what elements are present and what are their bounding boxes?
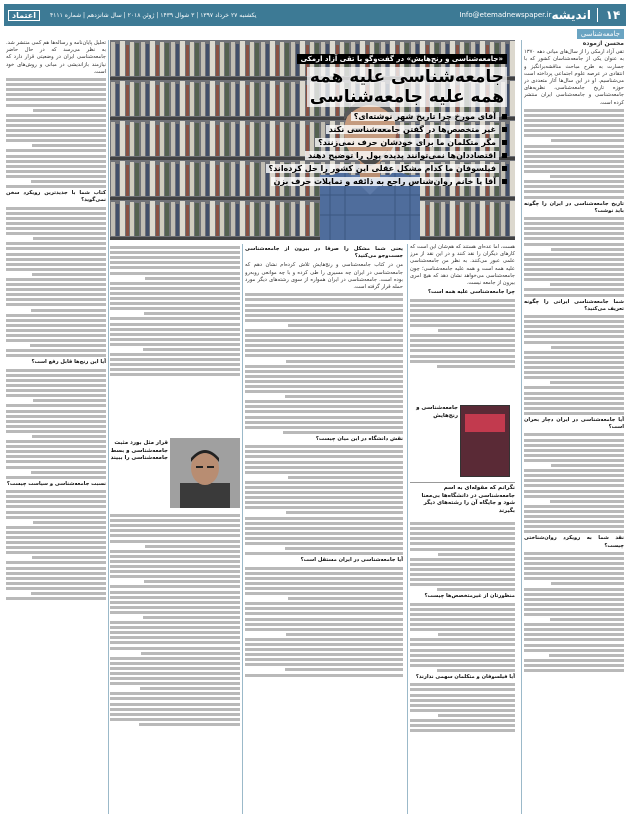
right-column <box>524 40 624 814</box>
headline-title-line: جامعه‌شناسی علیه همه <box>307 67 507 87</box>
interview-question: چرا جامعه‌شناسی علیه همه است؟ <box>428 289 515 296</box>
left-column-text <box>6 207 106 358</box>
center-left-column-bottom <box>110 512 240 814</box>
interview-question: آیا جامعه‌شناسی در ایران مستقل است؟ <box>300 557 403 564</box>
masthead <box>4 4 626 26</box>
headline-bullet: آقای مورخ چرا تاریخ شهر نوشته‌ای؟ <box>207 111 507 123</box>
center-column-body: من در کتاب جامعه‌شناسی و رنج‌هایش تلاش کرده‌ام نشان دهم که جامعه‌شناسی در ایران چه مسیری را طی کرده و با چه موانعی روبه‌رو بوده است. جامعه‌شناسی در ایران همواره از سوی رشته‌های دیگر مورد حمله قرار گرفته است. <box>245 262 403 291</box>
headline-kicker: «جامعه‌شناسی و رنج‌هایش» در گفت‌وگو با تقی آزاد ارمکی <box>297 54 507 64</box>
pull-quote: نگرانم که مقوله‌ای به اسم جامعه‌شناسی در دانشگاه‌ها بی‌معنا شود و جایگاه آن را رشته‌های دیگر بگیرند <box>410 482 515 515</box>
headline-block <box>207 46 507 189</box>
inset-caption: قرار مثل بورد مثبت جامعه‌شناسی و بسط جامعه‌شناسی را ببیند <box>110 440 168 461</box>
square-bullet-icon <box>502 114 507 119</box>
book-cover-image <box>460 405 510 477</box>
center-right-text <box>410 683 515 732</box>
right-column-text <box>524 552 624 672</box>
center-left-text <box>110 514 240 726</box>
headline-bullet: فیلسوفان ما کدام مشکل عقلی این کشور را حل کرده‌اند؟ <box>207 163 507 175</box>
center-left-text <box>110 246 240 376</box>
headline-bullet: مگر متکلمان ما برای خودشان حرف نمی‌زنند؟ <box>207 137 507 149</box>
headline-bullet: اقتصاددان‌ها نمی‌توانند پدیده پول را توضیح دهند <box>207 150 507 162</box>
center-right-text <box>410 299 515 368</box>
right-column-text <box>524 109 624 199</box>
interview-question: نقد شما به رویکرد روان‌شناختی چیست؟ <box>524 535 624 549</box>
center-left-column-top <box>110 244 240 434</box>
center-right-column-top <box>410 244 515 402</box>
headline-bullets <box>207 111 507 188</box>
square-bullet-icon <box>502 140 507 145</box>
center-column <box>245 244 403 814</box>
center-right-body: هست، اما عده‌ای هستند که هم‌شان این است که کارهای دیگران را نقد کنند و در این نقد از مرز علمی عبور می‌کنند. به نظر من جامعه‌شناسی علیه همه است و همه علیه جامعه‌شناسی؛ چون جامعه‌شناسی می‌خواهد نشان دهد که هیچ امری بیرون از جامعه نیست. <box>410 244 515 287</box>
square-bullet-icon <box>502 166 507 171</box>
center-column-text <box>245 293 403 434</box>
right-column-text <box>524 315 624 415</box>
square-bullet-icon <box>502 127 507 132</box>
page-number: ۱۴ <box>605 8 621 22</box>
author-name: محسن آزموده <box>582 40 624 47</box>
interview-question: آیا جامعه‌شناسی در ایران دچار بحران است؟ <box>524 416 624 431</box>
interview-question: نسبت جامعه‌شناسی و سیاست چیست؟ <box>6 480 106 487</box>
section-title: اندیشه <box>551 8 598 22</box>
subsection-label: جامعه‌شناسی <box>577 29 624 39</box>
hero-photo <box>110 40 515 240</box>
column-divider <box>407 244 408 814</box>
center-column-text <box>245 567 403 677</box>
headline-title-line: همه علیه جامعه‌شناسی <box>307 87 507 107</box>
email-link[interactable]: Info@etemadnewspaper.ir <box>459 11 552 19</box>
right-column-text <box>524 217 624 296</box>
right-column-body: تقی آزاد ارمکی را از سال‌های میانی دهه ۱۳۷۰ به عنوان یکی از جامعه‌شناسان کشور که با جسارت به طرح مباحث مناقشه‌برانگیز و انتقادی در عرصه علوم اجتماعی پرداخته است می‌شناسیم. او در این سال‌ها آثار متعددی در حوزه تاریخ جامعه‌شناسی، نظریه‌های جامعه‌شناسی و جامعه‌شناسی ایران منتشر کرده است. <box>524 49 624 106</box>
column-divider <box>521 40 522 814</box>
right-column-text <box>524 433 624 533</box>
center-right-text <box>410 603 515 672</box>
interview-question: نقش دانشگاه در این میان چیست؟ <box>315 435 403 442</box>
center-right-text <box>410 522 515 591</box>
book-caption: جامعه‌شناسی و رنج‌هایش <box>416 405 458 419</box>
square-bullet-icon <box>502 179 507 184</box>
left-column-body: تحلیل پایان‌نامه و رساله‌ها هم کمی منتشر شد. به نظر می‌رسد که در حال حاضر جامعه‌شناسی ایران در وضعیتی قرار دارد که نیازمند بازاندیشی در مبانی و روش‌های خود است. <box>6 40 106 75</box>
interview-question: آیا فیلسوفان و متکلمان سهمی ندارند؟ <box>415 674 515 681</box>
column-divider <box>242 244 243 814</box>
interview-question: شما جامعه‌شناسی ایرانی را چگونه تعریف می‌کنید؟ <box>524 298 624 312</box>
inset-portrait <box>170 438 240 508</box>
headline-title <box>207 67 507 107</box>
interview-question: یعنی شما مشکل را صرفا در بیرون از جامعه‌شناسی جست‌وجو می‌کنید؟ <box>245 246 403 260</box>
center-column-text <box>245 445 403 555</box>
interview-question: کتاب شما با جدیدترین رویکرد سخن نمی‌گوید؟ <box>6 190 106 204</box>
headline-bullet: غیر متخصص‌ها در گفتن جامعه‌شناسی نکند <box>207 124 507 136</box>
interview-question: تاریخ جامعه‌شناسی در ایران را چگونه باید نوشت؟ <box>524 200 624 214</box>
center-right-column-bottom <box>410 520 515 814</box>
interview-question: منظورتان از غیرمتخصص‌ها چیست؟ <box>424 593 515 600</box>
date-line: یکشنبه ۲۷ خرداد ۱۳۹۷ | ۳ شوال ۱۴۳۹ | ژوئن ۲۰۱۸ | سال شانزدهم | شماره ۴۱۱۱ <box>49 11 257 19</box>
left-column-text <box>6 490 106 600</box>
newspaper-logo: اعتماد <box>8 10 40 21</box>
square-bullet-icon <box>502 153 507 158</box>
left-column-text <box>6 369 106 479</box>
left-column <box>6 40 106 814</box>
column-divider <box>108 40 109 814</box>
interview-question: آیا این رنج‌ها قابل رفع است؟ <box>31 359 106 366</box>
headline-bullet: آقا یا خانم روان‌شناس راجع به ذائقه و تمایلات حرف بزن <box>207 176 507 188</box>
left-column-text <box>6 78 106 188</box>
